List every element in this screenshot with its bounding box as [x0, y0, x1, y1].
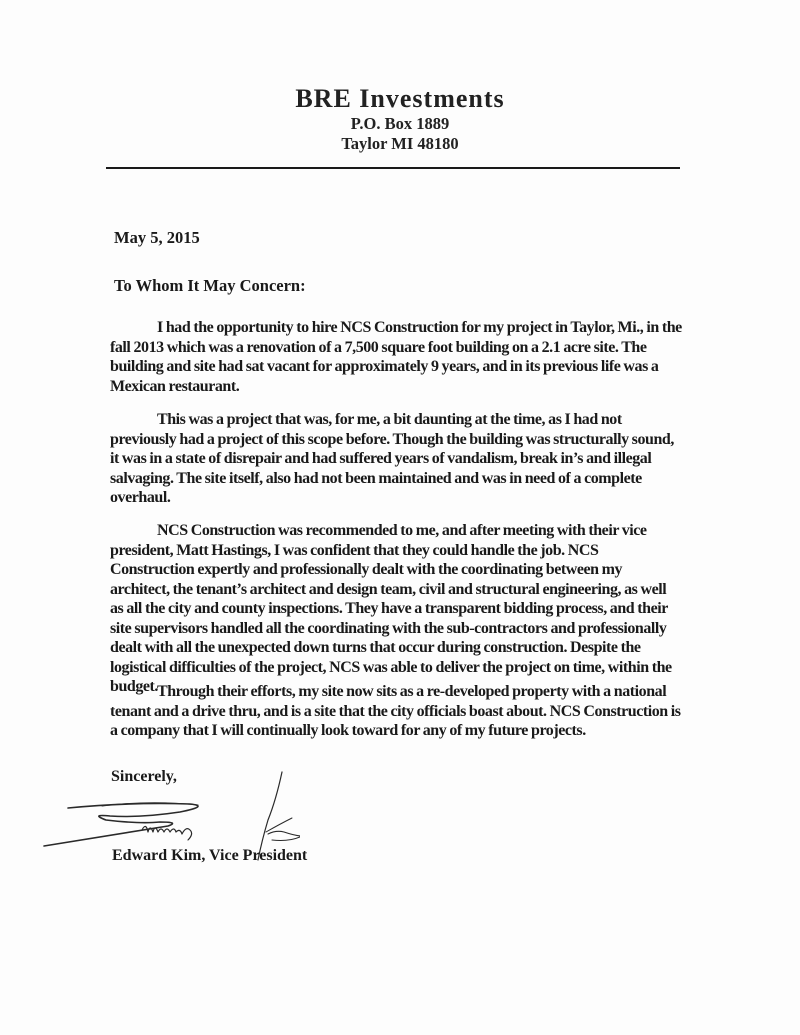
letterhead [0, 84, 800, 154]
paragraph-text: Through their efforts, my site now sits as a re-developed property with a national tenant and a drive thru, and is a site that the city officials boast about. NCS Construction is a company that I will continually look toward for any of my future projects. [110, 683, 681, 739]
address-line-2: Taylor MI 48180 [341, 134, 459, 153]
address-line-1: P.O. Box 1889 [350, 114, 450, 133]
salutation: To Whom It May Concern: [114, 276, 306, 295]
signer-name: Edward Kim, Vice President [112, 847, 308, 864]
closing: Sincerely, [111, 768, 177, 785]
body-paragraph-4 [110, 682, 682, 741]
paragraph-text: This was a project that was, for me, a bit daunting at the time, as I had not previously had a project of this scope before. Though the building was structurally sound, it was in a state of disrepair and had suffered years of vandalism, break in’s and illegal salvaging. The site itself, also had not been maintained and was in need of a complete overhaul. [110, 411, 674, 506]
paragraph-text: NCS Construction was recommended to me, and after meeting with their vice president, Matt Hastings, I was confident that they could handle the job. NCS Construction expertly and professionally dealt with the coordinating between my architect, the tenant’s architect and design team, civil and structural engineering, as well as all the city and county inspections. They have a transparent bidding process, and their site supervisors handled all the coordinating with the sub-contractors and professionally dealt with all the unexpected down turns that occur during construction. Despite the logistical difficulties of the project, NCS was able to deliver the project on time, within the budget. [110, 522, 672, 695]
company-name: BRE Investments [295, 84, 505, 113]
letter-date: May 5, 2015 [114, 228, 200, 247]
body-paragraph-1 [110, 318, 682, 396]
body-paragraph-3 [110, 521, 682, 697]
body-paragraph-2 [110, 410, 682, 508]
letterhead-divider [106, 167, 680, 169]
paragraph-text: I had the opportunity to hire NCS Construction for my project in Taylor, Mi., in the fall 2013 which was a renovation of a 7,500 square foot building on a 2.1 acre site. The building and site had sat vacant for approximately 9 years, and in its previous life was a Mexican restaurant. [110, 319, 682, 395]
